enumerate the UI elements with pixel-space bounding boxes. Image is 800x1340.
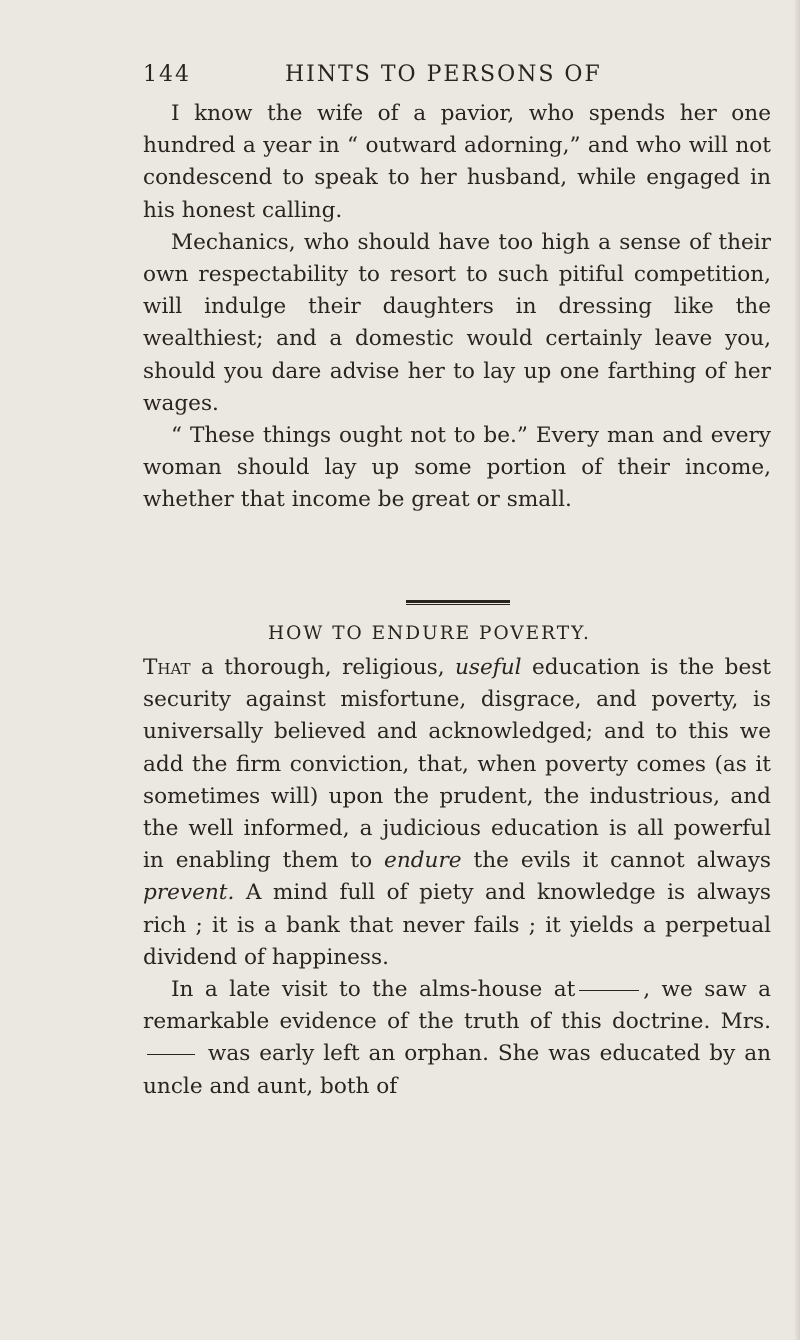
body-text-bottom	[143, 652, 771, 1103]
paragraph	[143, 652, 771, 974]
italic-word: prevent.	[143, 880, 235, 906]
elided-name-dash	[579, 990, 639, 991]
text-run: education is the best security against misfortune, disgrace, and poverty, is universally believed and acknowledged; and to this we add the firm conviction, that, when poverty comes (as it sometimes will) upon the prudent, the industrious, and the well informed, a judicious education is all powerful in enabling them to	[143, 655, 771, 874]
italic-word: endure	[384, 848, 462, 874]
page-edge-shadow	[794, 0, 800, 1340]
paragraph: Mechanics, who should have too high a sense of their own respectability to resort to such pitiful competition, will indulge their daughters in dressing like the wealthiest; and a domestic would certainly leave you, should you dare advise her to lay up one farthing of her wages.	[143, 229, 771, 416]
paragraph-initial-word: That	[143, 655, 191, 680]
divider-thick-line	[406, 600, 510, 603]
paragraph	[143, 974, 771, 1103]
running-head	[143, 62, 643, 96]
text-run: , we saw a remarkable evidence of the truth of this doctrine. Mrs.	[143, 977, 771, 1035]
elided-name-dash	[147, 1054, 195, 1055]
paragraph: “ These things ought not to be.” Every man and every woman should lay up some portion of their income, whether that income be great or small.	[143, 423, 771, 513]
paragraph: I know the wife of a pavior, who spends her one hundred a year in “ outward adorning,” and who will not condescend to speak to her husband, while engaged in his honest calling.	[143, 101, 771, 223]
text-run: a thorough, religious,	[190, 655, 456, 680]
section-divider-rule	[406, 600, 510, 606]
page-number: 144	[143, 62, 191, 87]
text-run: A mind full of piety and knowledge is always rich ; it is a bank that never fails ; it yields a perpetual dividend of happiness.	[143, 880, 771, 970]
text-run: In a late visit to the alms-house at	[171, 977, 576, 1003]
body-text-top	[143, 98, 771, 517]
divider-thin-line	[406, 604, 510, 605]
running-head-title: HINTS TO PERSONS OF	[285, 62, 602, 87]
text-run: was early left an orphan. She was educated by an uncle and aunt, both of	[143, 1041, 771, 1099]
section-heading: HOW TO ENDURE POVERTY.	[268, 623, 591, 644]
italic-word: useful	[455, 655, 522, 680]
text-run: the evils it cannot always	[461, 848, 771, 874]
